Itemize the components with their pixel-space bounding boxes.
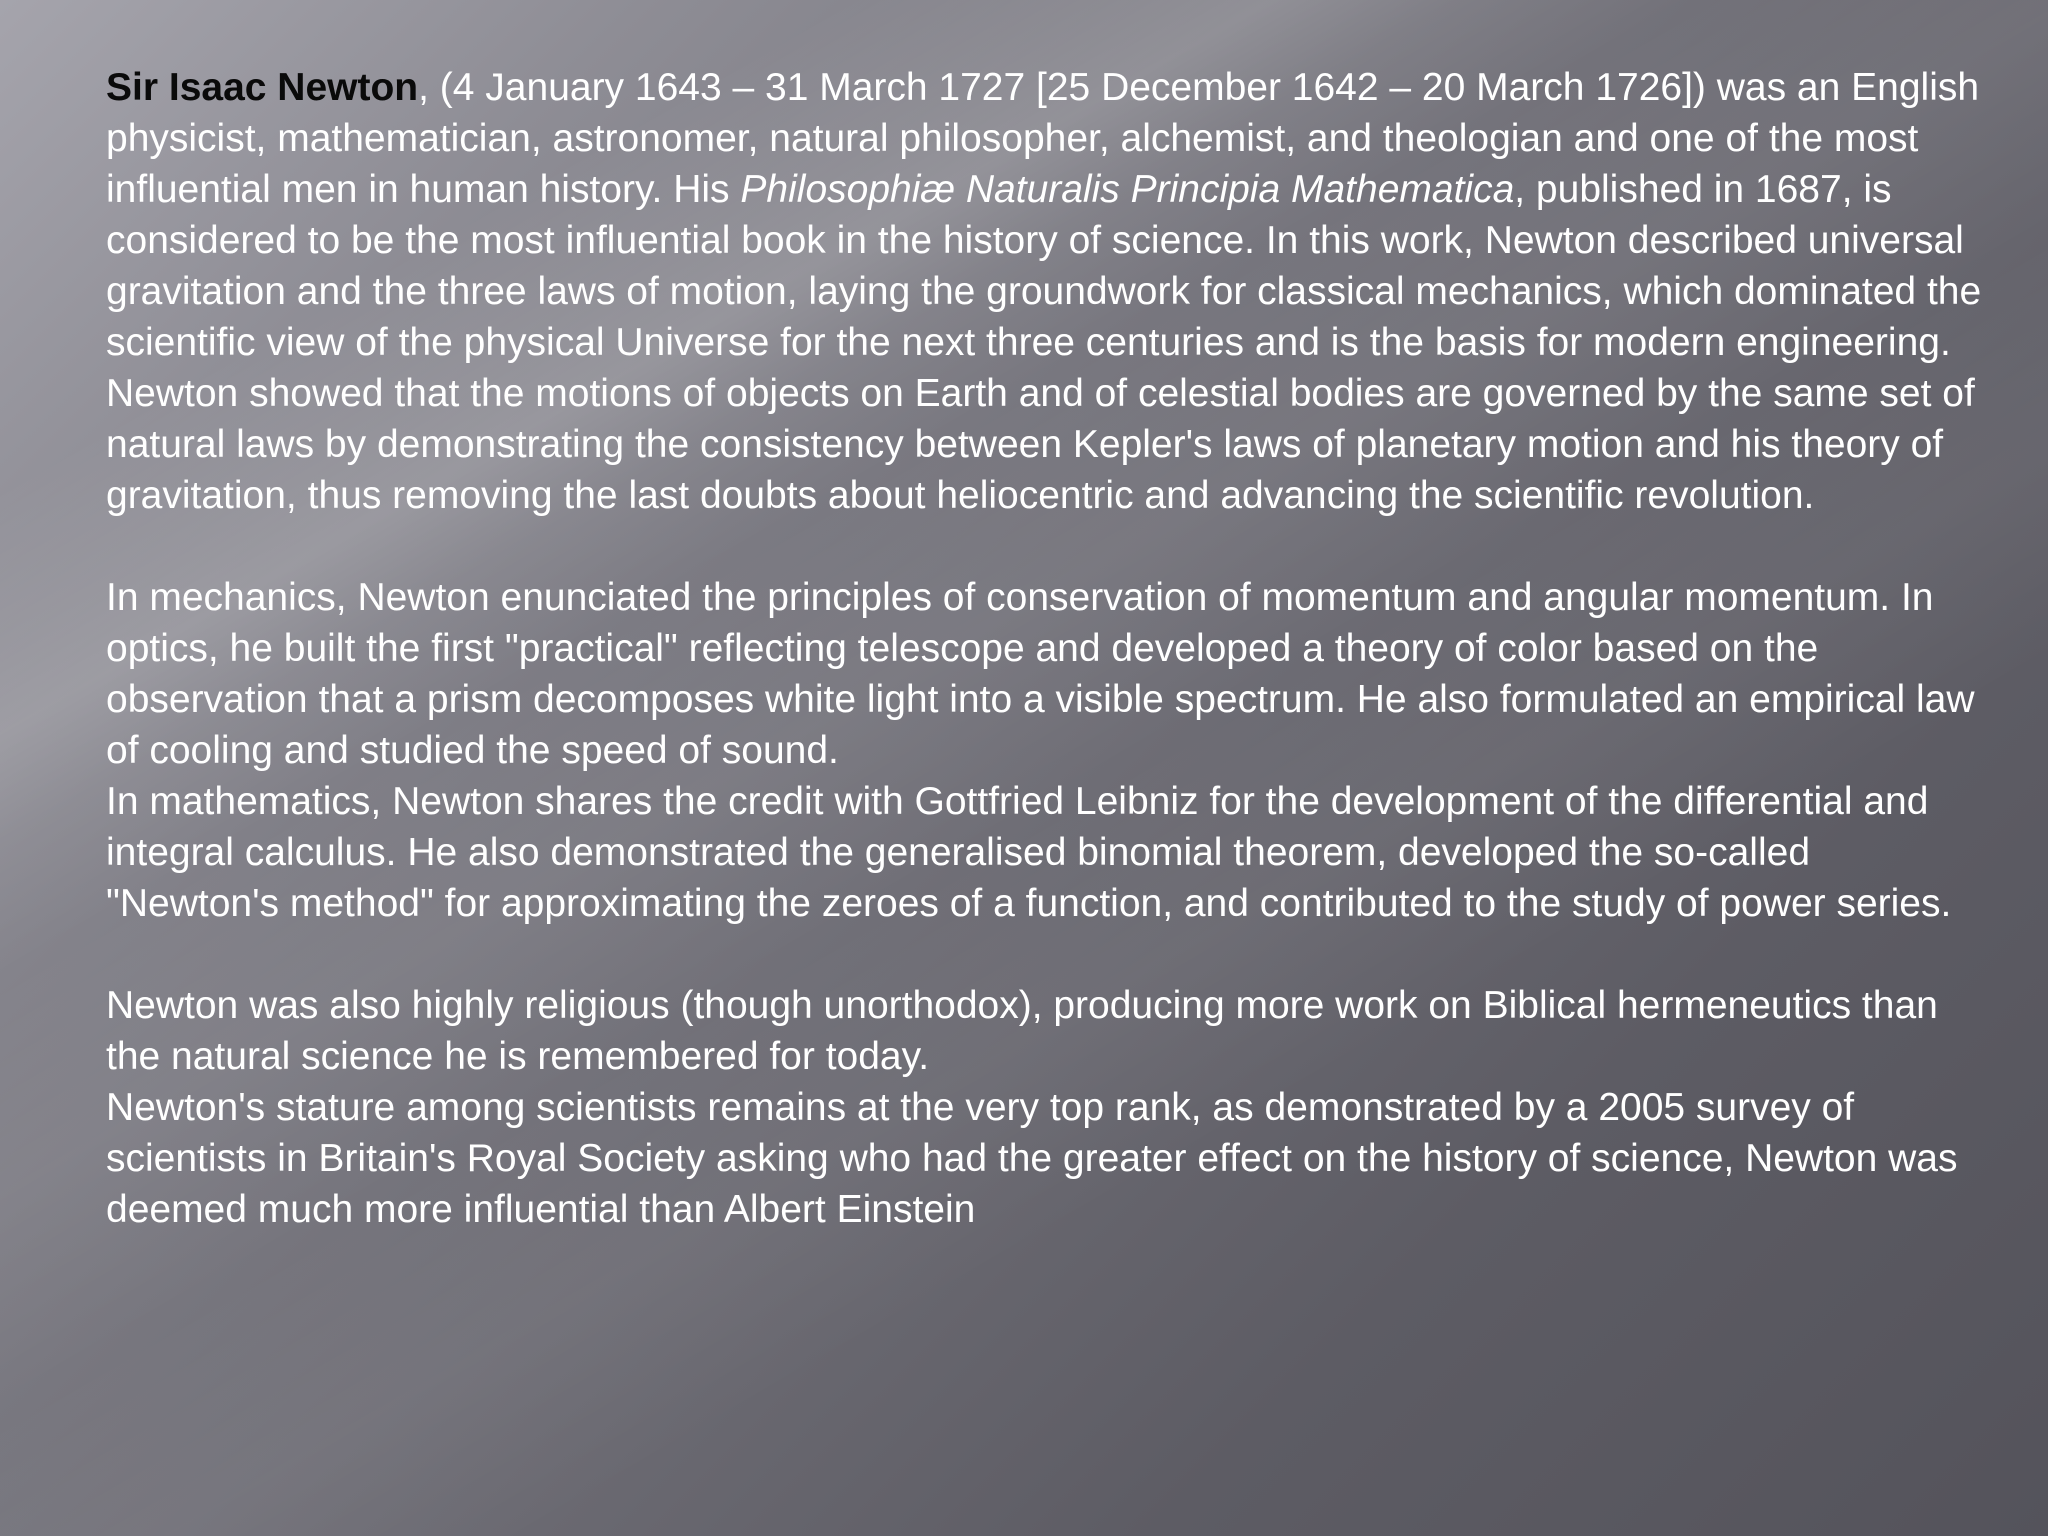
newton-name: Sir Isaac Newton [106,66,419,109]
mechanics-paragraph: In mechanics, Newton enunciated the principles of conservation of momentum and angular momentum. In optics, he built the first "practical" reflecting telescope and developed a theory of color based on the observation that a prism decomposes white light into a visible spectrum. He also formulated an empirical law of cooling and studied the speed of sound. [106,576,1975,772]
paragraph-spacer [106,521,1986,572]
stature-paragraph: Newton's stature among scientists remains at the very top rank, as demonstrated by a 2005 survey of scientists in Britain's Royal Society asking who had the greater effect on the history of science, Newton was deemed much more influential than Albert Einstein [106,1086,1958,1231]
slide-text-body [106,62,1986,1235]
religion-paragraph: Newton was also highly religious (though unorthodox), producing more work on Biblical hermeneutics than the natural science he is remembered for today. [106,984,1938,1078]
intro-text-part-2: , published in 1687, is considered to be the most influential book in the history of science. In this work, Newton described universal gravitation and the three laws of motion, laying the groundwork for classical mechanics, which dominated the scientific view of the physical Universe for the next three centuries and is the basis for modern engineering. Newton showed that the motions of objects on Earth and of celestial bodies are governed by the same set of natural laws by demonstrating the consistency between Kepler's laws of planetary motion and his theory of gravitation, thus removing the last doubts about heliocentric and advancing the scientific revolution. [106,168,1982,517]
intro-text-part-1: , (4 January 1643 – 31 March 1727 [25 December 1642 – 20 March 1726]) was an English physicist, mathematician, astronomer, natural philosopher, alchemist, and theologian and one of the most influential men in human history. His [106,66,1980,211]
principia-title: Philosophiæ Naturalis Principia Mathematica [740,168,1515,211]
intro-paragraph [106,62,1986,521]
paragraph-spacer [106,929,1986,980]
mathematics-paragraph: In mathematics, Newton shares the credit with Gottfried Leibniz for the development of the differential and integral calculus. He also demonstrated the generalised binomial theorem, developed the so-called "Newton's method" for approximating the zeroes of a function, and contributed to the study of power series. [106,780,1952,925]
